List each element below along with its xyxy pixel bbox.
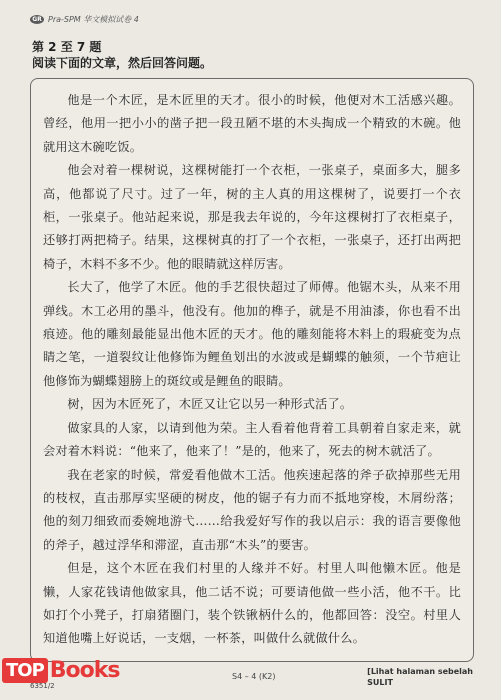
- paper-code: 6351/2: [30, 682, 55, 690]
- passage-box: [30, 78, 474, 662]
- publisher-logo: GR: [30, 15, 44, 24]
- passage-paragraph: 做家具的人家，以请到他为荣。主人看着他背着工具朝着自家走来，就会对着木料说：“他来了，他来了！”是的，他来了，死去的树木就活了。: [43, 420, 461, 459]
- watermark-top: TOP: [2, 658, 48, 683]
- passage-paragraph: 我在老家的时候，常爱看他做木工活。他疾速起落的斧子砍掉那些无用的枝杈，直击那厚实坚硬的树皮，他的锯子有力而不抵地穿梭，木屑纷落；他的刻刀细致而委婉地游弋……给我爱好写作的我以启示：我的语言要像他的斧子，越过浮华和滞涩，直击那“木头”的要害。: [43, 467, 461, 552]
- footer-notice: [367, 666, 473, 688]
- passage-paragraph: 他会对着一棵树说，这棵树能打一个衣柜，一张桌子，桌面多大，腿多高，他都说了尺寸。过了一年，树的主人真的用这棵树了，说要打一个衣柜，一张桌子。他站起来说，那是我去年说的，今年这棵树打了衣柜桌子，还够打两把椅子。结果，这棵树真的打了一个衣柜，一张桌子，还打出两把椅子，木料不多不少。他的眼睛就这样厉害。: [43, 163, 461, 271]
- series-title: Pra-SPM 华文模拟试卷 4: [48, 14, 139, 24]
- passage-paragraph: 他是一个木匠，是木匠里的天才。很小的时候，他便对木工活感兴趣。曾经，他用一把小小的凿子把一段丑陋不堪的木头掏成一个精致的木碗。他就用这木碗吃饭。: [43, 93, 461, 154]
- question-range: 第 2 至 7 题: [32, 40, 102, 54]
- next-page-note: [Lihat halaman sebelah: [367, 667, 473, 676]
- passage-paragraph: 长大了，他学了木匠。他的手艺很快超过了师傅。他锯木头，从来不用弹线。木工必用的墨斗，他没有。他加的榫子，就是不用油漆，你也看不出痕迹。他的雕刻最能显出他木匠的天才。他的雕刻能将木料上的瑕疵变为点睛之笔，一道裂纹让他修饰为鲤鱼划出的水波或是蝴蝶的触须，一个节疤让他修饰为蝴蝶翅膀上的斑纹或是鲤鱼的眼睛。: [43, 280, 461, 388]
- watermark-logo: [2, 640, 152, 700]
- passage-paragraph: 但是，这个木匠在我们村里的人缘并不好。村里人叫他懒木匠。他是懒，人家花钱请他做家具，他二话不说；可要请他做一些小活，他不干。比如打个小凳子，打扇猪圈门，装个铁锹柄什么的，他都回答：没空。村里人知道他嘴上好说话，一支烟，一杯茶，叫做什么就做什么。: [43, 561, 461, 646]
- passage-paragraph: 树，因为木匠死了，木匠又让它以另一种形式活了。: [67, 397, 353, 412]
- watermark-books: Books: [49, 657, 120, 683]
- page-number: S4 – 4 (K2): [232, 672, 276, 681]
- classification-label: SULIT: [367, 678, 393, 687]
- instruction-text: 阅读下面的文章，然后回答问题。: [32, 56, 213, 70]
- page-header: [30, 12, 139, 26]
